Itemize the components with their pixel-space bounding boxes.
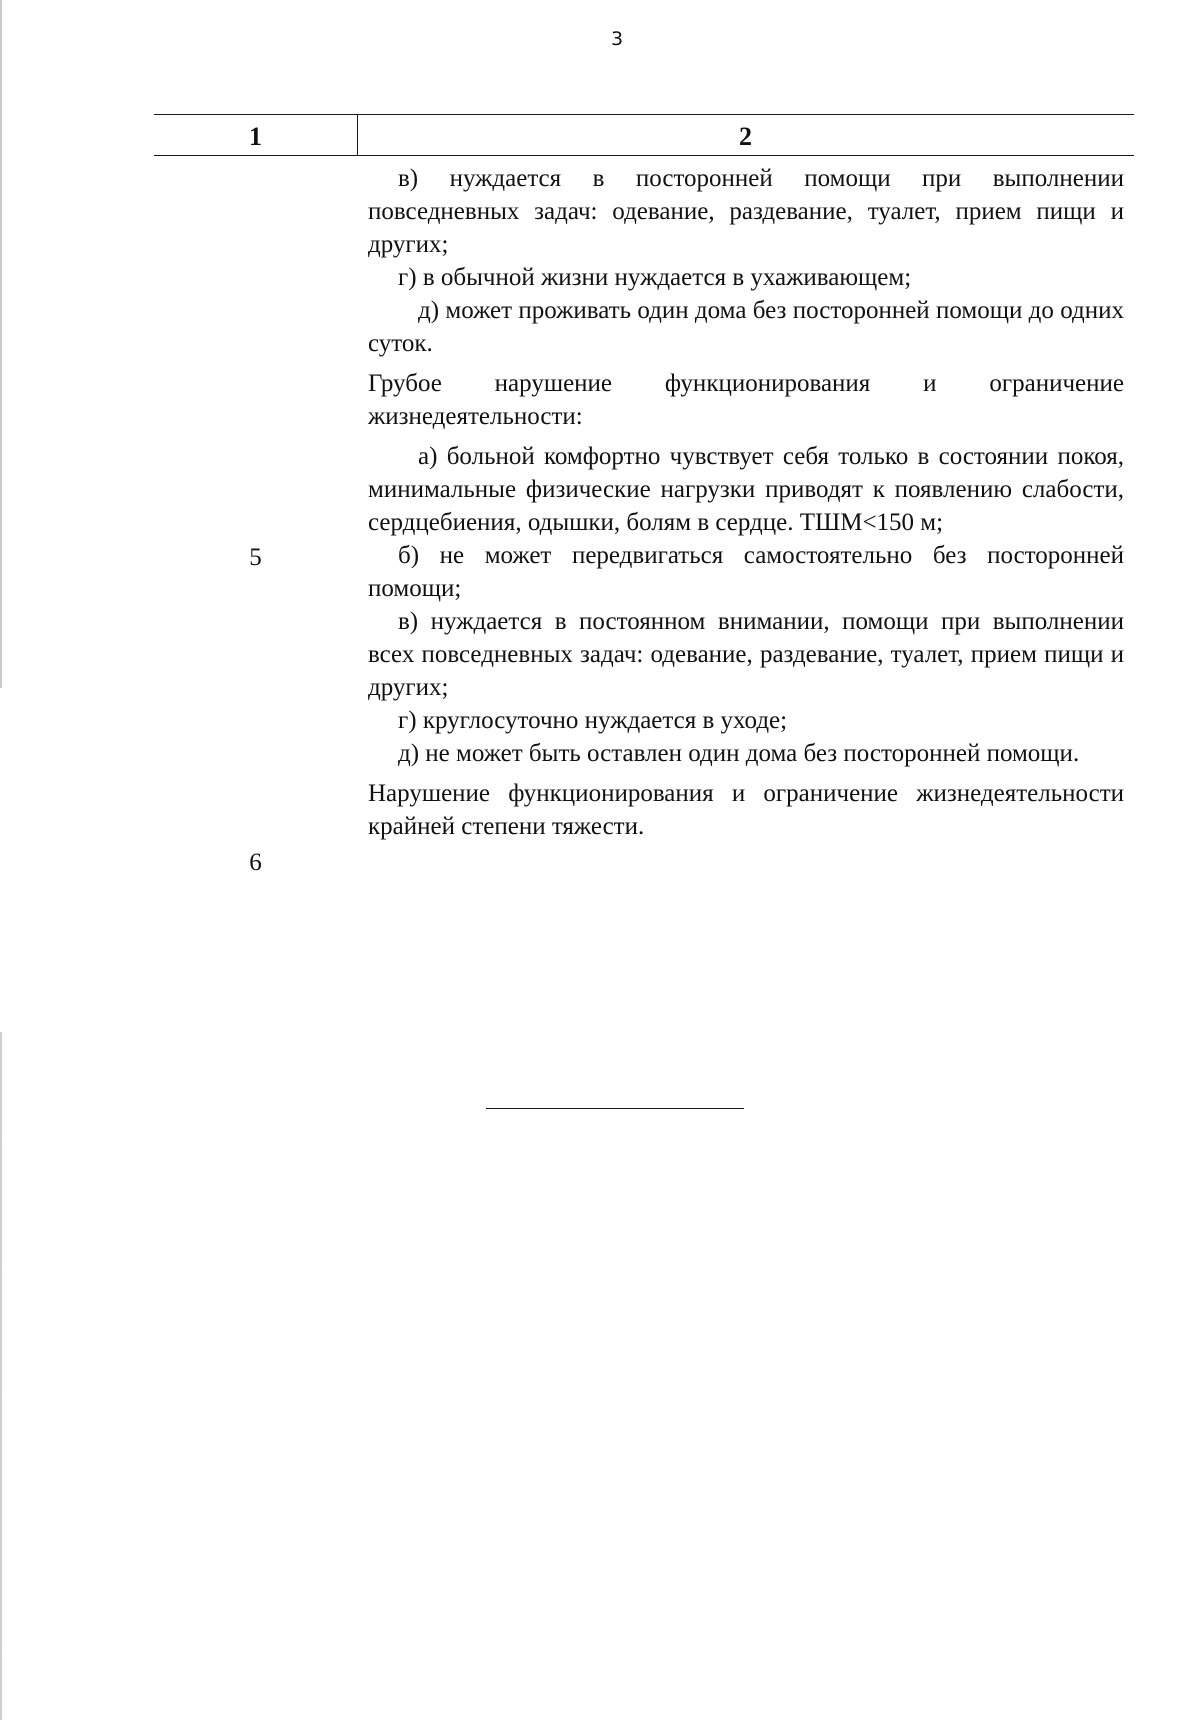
table-content-column	[368, 162, 1124, 843]
grade-5-item-b: б) не может передвигаться самостоятельно без посторонней помощи;	[368, 542, 1124, 602]
end-of-document-rule	[486, 1108, 744, 1109]
table-header-column-1: 1	[249, 122, 262, 151]
grade-5-item-d: д) не может быть оставлен один дома без посторонней помощи.	[398, 740, 1080, 767]
table-header-column-2: 2	[739, 122, 752, 151]
page-number: 3	[610, 28, 624, 50]
item-d-continuation: д) может проживать один дома без посторонней помощи до одних суток.	[368, 297, 1124, 357]
item-v-continuation: в) нуждается в посторонней помощи при выполнении повседневных задач: одевание, раздевание, туалет, прием пищи и других;	[368, 165, 1124, 258]
grade-6-title: Нарушение функционирования и ограничение жизнедеятельности крайней степени тяжести.	[368, 780, 1124, 840]
table-top-rule	[154, 114, 1134, 115]
table-header-rule	[154, 155, 1134, 156]
grade-5-item-a: а) больной комфортно чувствует себя только в состоянии покоя, минимальные физические нагрузки приводят к появлению слабости, сердцебиения, одышки, болям в сердце. ТШМ<150 м;	[368, 443, 1124, 536]
grade-number-6: 6	[249, 849, 262, 876]
grade-5-item-v: в) нуждается в постоянном внимании, помощи при выполнении всех повседневных задач: одевание, раздевание, туалет, прием пищи и других;	[368, 608, 1124, 701]
grade-5-item-g: г) круглосуточно нуждается в уходе;	[398, 707, 788, 734]
grade-5-title: Грубое нарушение функционирования и ограничение жизнедеятельности:	[368, 370, 1124, 430]
grade-number-5: 5	[249, 544, 262, 571]
scan-edge-shadow	[0, 0, 2, 1720]
item-g-continuation: г) в обычной жизни нуждается в ухаживающем;	[398, 264, 912, 291]
